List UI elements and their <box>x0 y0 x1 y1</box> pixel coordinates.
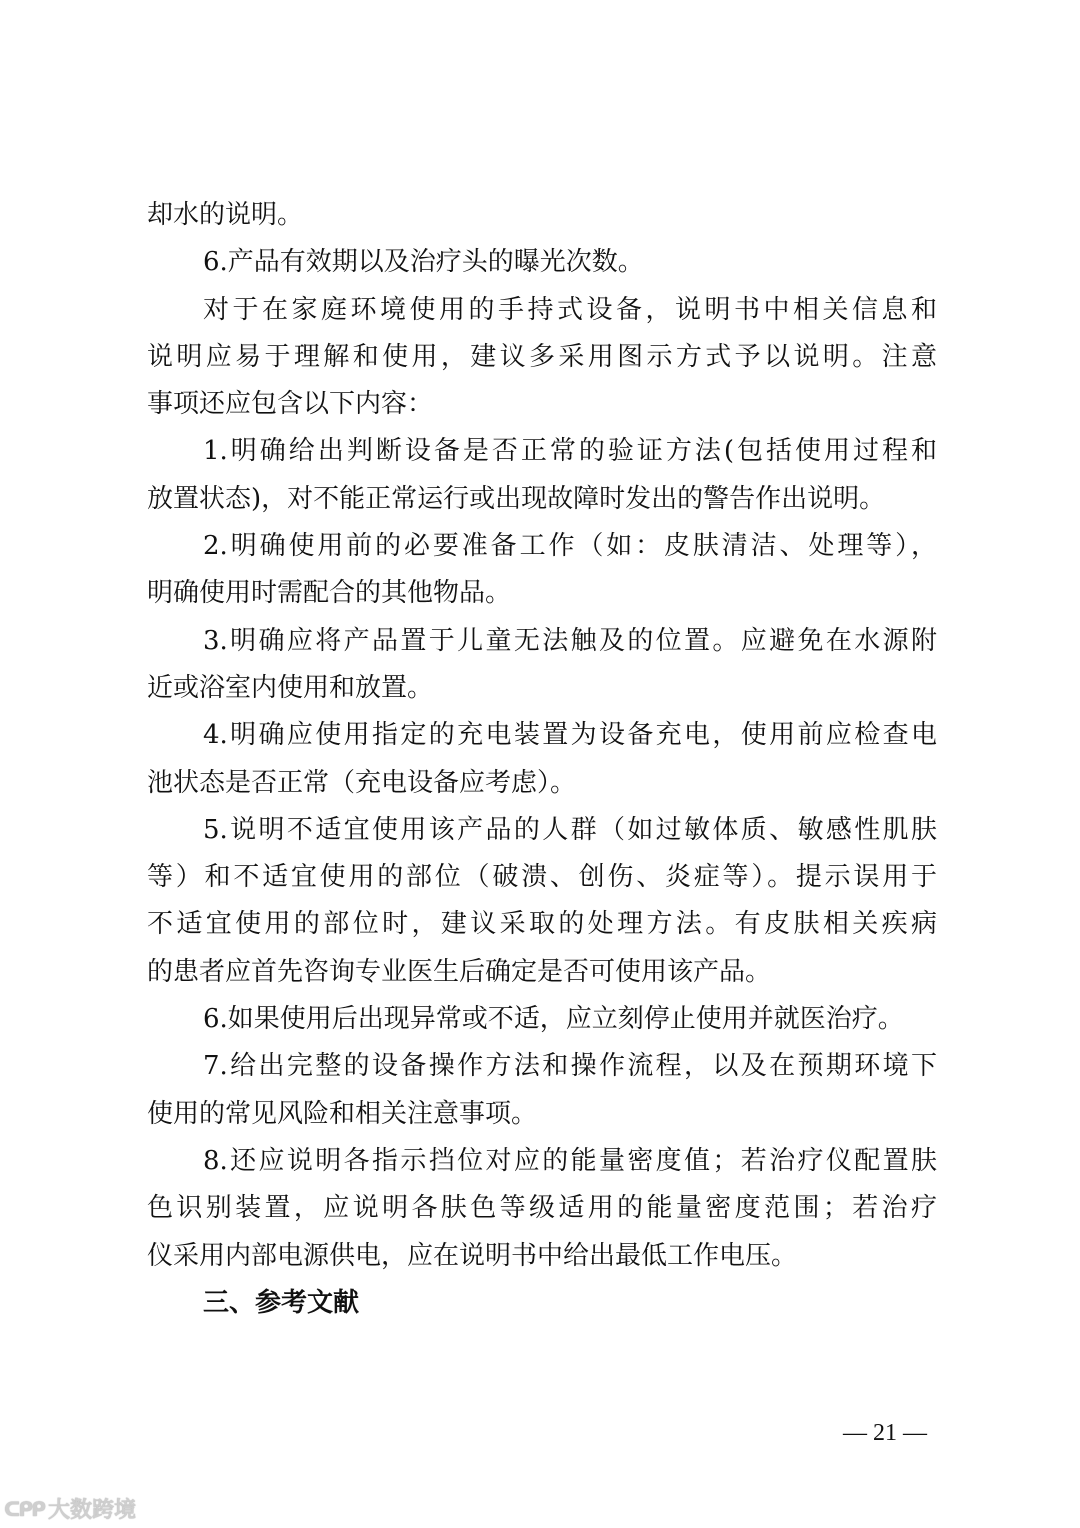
paragraph <box>147 1138 937 1280</box>
paragraph <box>147 239 937 286</box>
paragraph <box>147 807 937 996</box>
paragraph <box>147 712 937 807</box>
text-line: 近或浴室内使用和放置。 <box>147 672 434 703</box>
paragraph <box>147 192 937 239</box>
text-line: 7.给出完整的设备操作方法和操作流程，以及在预期环境下 <box>203 1051 937 1082</box>
paragraph <box>147 428 937 523</box>
document-body <box>147 192 937 1327</box>
text-line: 却水的说明。 <box>147 200 304 230</box>
text-line: 使用的常见风险和相关注意事项。 <box>147 1098 538 1129</box>
section-heading: 三、参考文献 <box>203 1287 360 1318</box>
text-line: 事项还应包含以下内容： <box>147 389 434 420</box>
text-line: 的患者应首先咨询专业医生后确定是否可使用该产品。 <box>147 956 772 987</box>
text-line: 说明应易于理解和使用，建议多采用图示方式予以说明。注意 <box>147 341 937 372</box>
text-line: 仪采用内部电源供电，应在说明书中给出最低工作电压。 <box>147 1240 798 1271</box>
paragraph <box>147 287 937 429</box>
text-line: 6.产品有效期以及治疗头的曝光次数。 <box>203 247 644 278</box>
watermark-text: 大数跨境 <box>48 1498 137 1523</box>
text-line: 1.明确给出判断设备是否正常的验证方法(包括使用过程和 <box>203 436 937 467</box>
text-line: 4.明确应使用指定的充电装置为设备充电，使用前应检查电 <box>203 720 937 751</box>
text-line: 池状态是否正常（充电设备应考虑）。 <box>147 767 577 798</box>
watermark <box>4 1493 136 1524</box>
paragraph <box>147 1043 937 1138</box>
text-line: 色识别装置，应说明各肤色等级适用的能量密度范围；若治疗 <box>147 1193 937 1224</box>
text-line: 放置状态)，对不能正常运行或出现故障时发出的警告作出说明。 <box>147 483 886 514</box>
text-line: 对于在家庭环境使用的手持式设备，说明书中相关信息和 <box>203 294 937 325</box>
text-line: 明确使用时需配合的其他物品。 <box>147 578 512 609</box>
text-line: 2.明确使用前的必要准备工作（如：皮肤清洁、处理等）， <box>203 531 937 562</box>
watermark-logo-icon: ᑕᑭᑭ <box>4 1496 45 1521</box>
text-line: 8.还应说明各指示挡位对应的能量密度值；若治疗仪配置肤 <box>203 1145 937 1176</box>
text-line: 5.说明不适宜使用该产品的人群（如过敏体质、敏感性肌肤 <box>203 814 937 845</box>
paragraph <box>147 996 937 1043</box>
text-line: 不适宜使用的部位时，建议采取的处理方法。有皮肤相关疾病 <box>147 909 937 940</box>
text-line: 6.如果使用后出现异常或不适，应立刻停止使用并就医治疗。 <box>203 1004 904 1035</box>
page-number: — 21 — <box>843 1420 927 1446</box>
text-line: 3.明确应将产品置于儿童无法触及的位置。应避免在水源附 <box>203 625 937 656</box>
text-line: 等）和不适宜使用的部位（破溃、创伤、炎症等）。提示误用于 <box>147 862 937 893</box>
paragraph <box>147 523 937 618</box>
paragraph <box>147 618 937 713</box>
